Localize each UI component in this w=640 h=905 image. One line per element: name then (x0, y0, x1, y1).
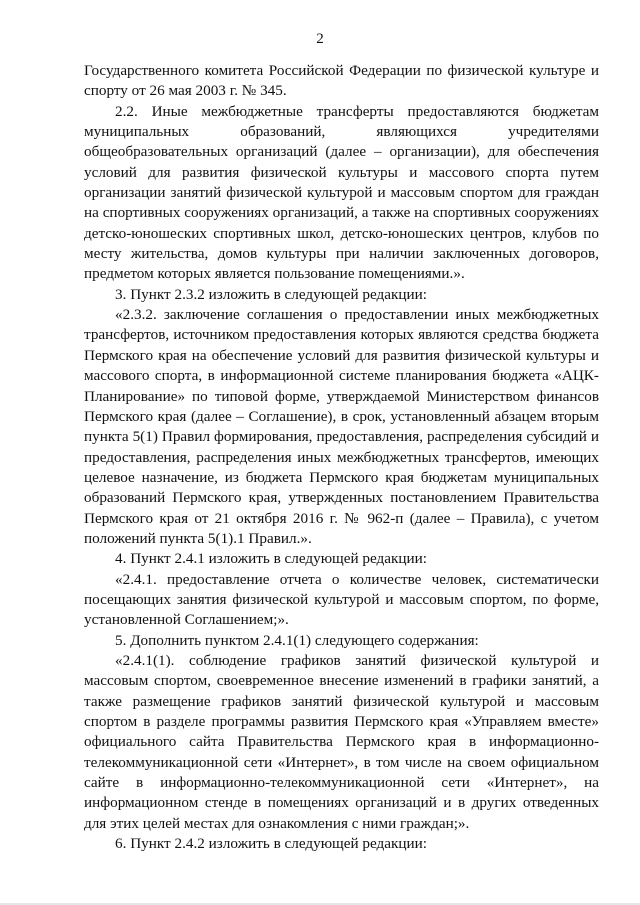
paragraph-continuation: Государственного комитета Российской Федерации по физической культуре и спорту от 26 мая 2003 г. № 345. (84, 62, 599, 100)
paragraph-item-6: 6. Пункт 2.4.2 изложить в следующей редакции: (115, 835, 428, 853)
paragraph-2-3-2: «2.3.2. заключение соглашения о предоставлении иных межбюджетных трансфертов, источником предоставления которых являются средства бюджета Пермского края на обеспечение условий для развития физической культуры и массового спорта, в информационной системе планирования бюджета «АЦК-Планирование» по типовой форме, утверждаемой Министерством финансов Пермского края (далее – Соглашение), в срок, установленный абзацем вторым пункта 5(1) Правил формирования, предоставления, распределения субсидий и предоставления, распределения иных межбюджетных трансфертов, имеющих целевое назначение, из бюджета Пермского края бюджетам муниципальных образований Пермского края, утвержденных постановлением Правительства Пермского края от 21 октября 2016 г. № 962-п (далее – Правила), с учетом положений пункта 5(1).1 Правил.». (84, 306, 599, 547)
paragraph-2-4-1-1: «2.4.1(1). соблюдение графиков занятий физической культурой и массовым спортом, своевременное внесение изменений в графики занятий, а также размещение графиков занятий физической культурой и массовым спортом в разделе программы развития Пермского края «Управляем вместе» официального сайта Правительства Пермского края в информационно-телекоммуникационной сети «Интернет», в том числе на своем официальном сайте в информационно-телекоммуникационной сети «Интернет», на информационном стенде в помещениях организаций и в других отведенных для этих целей местах для ознакомления с ними граждан;». (84, 651, 599, 832)
paragraph-item-3: 3. Пункт 2.3.2 изложить в следующей редакции: (115, 285, 428, 303)
paragraph-item-4: 4. Пункт 2.4.1 изложить в следующей редакции: (115, 550, 428, 568)
paragraph-item-5: 5. Дополнить пунктом 2.4.1(1) следующего содержания: (115, 631, 479, 649)
document-body (84, 61, 599, 854)
paragraph-2-4-1: «2.4.1. предоставление отчета о количестве человек, систематически посещающих занятия физической культурой и массовым спортом, по форме, установленной Соглашением;». (84, 570, 599, 629)
paragraph-2-2: 2.2. Иные межбюджетные трансферты предоставляются бюджетам муниципальных образований, являющихся учредителями общеобразовательных организаций (далее – организации), для обеспечения условий для развития физической культуры и массового спорта путем организации занятий физической культурой и массовым спортом для граждан на спортивных сооружениях организаций, а также на спортивных сооружениях детско-юношеских спортивных школ, детско-юношеских центров, клубов по месту жительства, домов культуры при наличии заключенных договоров, предметом которых является пользование помещениями.». (84, 102, 599, 283)
page-number: 2 (316, 31, 324, 47)
